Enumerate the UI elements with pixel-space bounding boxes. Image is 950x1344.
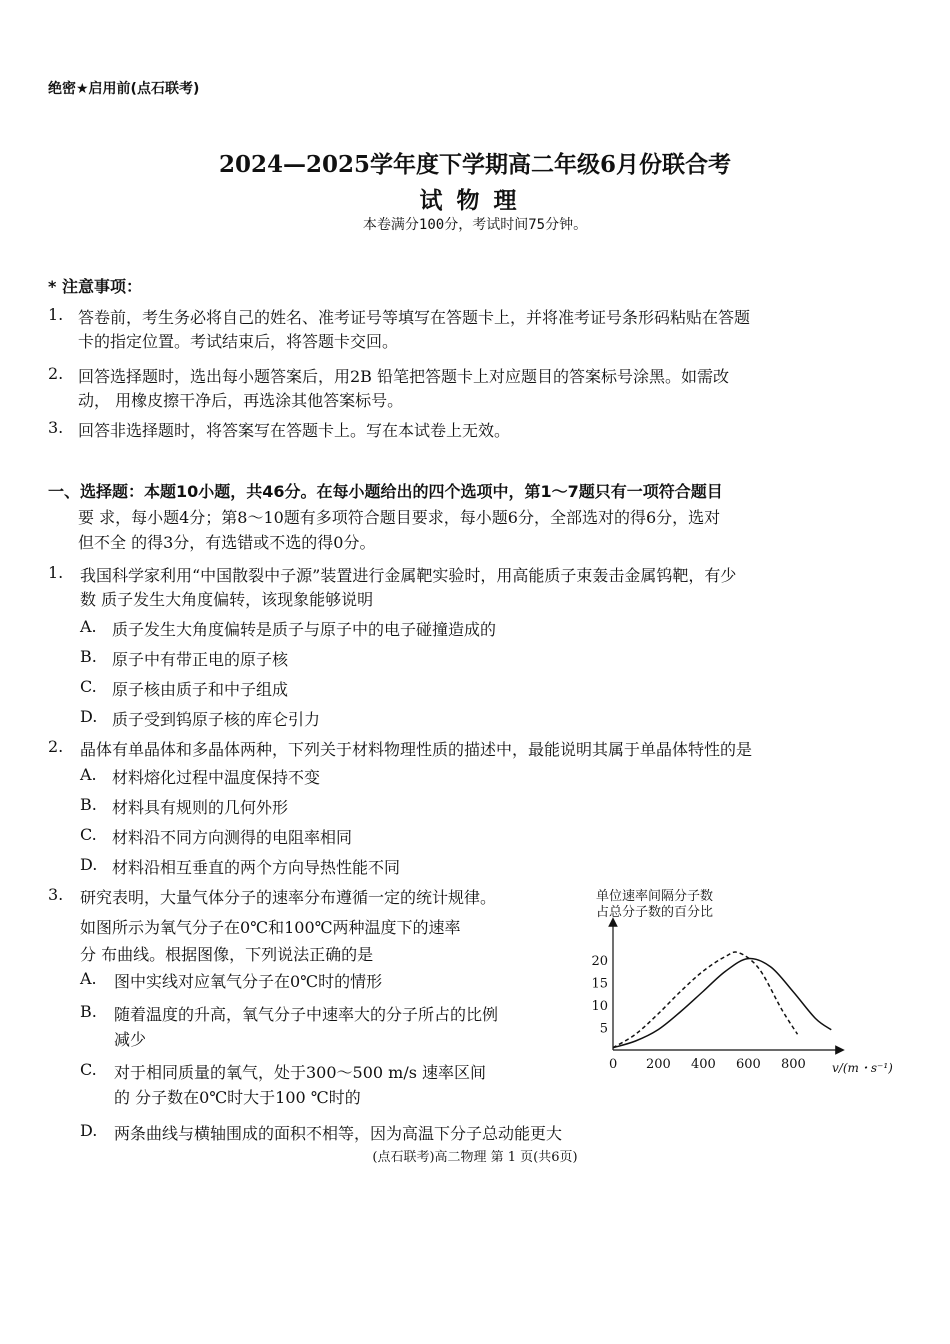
- question-stem: 我国科学家利用“中国散裂中子源”装置进行金属靶实验时，用高能质子束轰击金属钨靶，有少: [80, 566, 737, 585]
- option-label: B.: [80, 647, 97, 666]
- score-time-note: 本卷满分100分，考试时间75分钟。: [362, 217, 588, 233]
- option-label: C.: [80, 677, 97, 696]
- notice-line: 答卷前，考生务必将自己的姓名、准考证号等填写在答题卡上，并将准考证号条形码粘贴在答题: [78, 308, 751, 327]
- notice-num: 2.: [48, 364, 64, 383]
- y-axis-label: 占总分子数的百分比: [596, 905, 714, 920]
- option-text: 材料沿相互垂直的两个方向导热性能不同: [112, 858, 401, 877]
- y-axis-label: 单位速率间隔分子数: [596, 889, 714, 904]
- subject-title: 试物理: [419, 187, 531, 214]
- option-label: A.: [80, 617, 97, 636]
- exam-title: 2024—2025学年度下学期高二年级6月份联合考: [218, 151, 732, 178]
- option-text: 质子发生大角度偏转是质子与原子中的电子碰撞造成的: [112, 620, 497, 639]
- option-text: 原子核由质子和中子组成: [112, 680, 289, 699]
- x-tick-label: 0: [609, 1057, 618, 1072]
- y-tick-label: 15: [591, 976, 608, 992]
- x-tick-label: 800: [781, 1057, 806, 1072]
- question-stem: 分 布曲线。根据图像，下列说法正确的是: [80, 945, 374, 964]
- solid-curve: [613, 959, 831, 1048]
- option-text: 对于相同质量的氧气，处于300～500 m/s 速率区间: [114, 1063, 487, 1082]
- confidential-label: 绝密★启用前(点石联考): [48, 81, 200, 97]
- option-label: C.: [80, 825, 97, 844]
- option-text: 的 分子数在0℃时大于100 ℃时的: [114, 1088, 361, 1107]
- option-label: B.: [80, 795, 97, 814]
- option-text: 减少: [114, 1030, 147, 1049]
- question-stem: 晶体有单晶体和多晶体两种，下列关于材料物理性质的描述中，最能说明其属于单晶体特性的是: [80, 740, 753, 759]
- option-label: D.: [80, 1121, 98, 1140]
- section-instruction: 要 求，每小题4分；第8～10题有多项符合题目要求，每小题6分，全部选对的得6分，选对: [78, 508, 721, 527]
- speed-distribution-chart: [588, 882, 910, 1082]
- option-text: 图中实线对应氧气分子在0℃时的情形: [114, 972, 383, 991]
- option-text: 材料具有规则的几何外形: [112, 798, 289, 817]
- notice-line: 卡的指定位置。考试结束后，将答题卡交回。: [78, 332, 399, 351]
- option-text: 随着温度的升高，氧气分子中速率大的分子所占的比例: [114, 1005, 499, 1024]
- option-text: 质子受到钨原子核的库仑引力: [112, 710, 321, 729]
- option-text: 原子中有带正电的原子核: [112, 650, 289, 669]
- question-number: 2.: [48, 737, 64, 756]
- option-label: A.: [80, 765, 97, 784]
- option-label: C.: [80, 1060, 97, 1079]
- section-instruction: 但不全 的得3分，有选错或不选的得0分。: [78, 533, 376, 552]
- y-tick-label: 10: [591, 999, 608, 1014]
- page-footer: (点石联考)高二物理 第 1 页(共6页): [372, 1150, 578, 1165]
- section-heading: 一、选择题：本题10小题，共46分。在每小题给出的四个选项中，第1～7题只有一项符合题目: [48, 482, 723, 501]
- question-stem: 如图所示为氧气分子在0℃和100℃两种温度下的速率: [80, 918, 461, 937]
- question-number: 1.: [48, 563, 64, 582]
- notice-num: 3.: [48, 418, 64, 437]
- question-stem: 数 质子发生大角度偏转，该现象能够说明: [80, 590, 374, 609]
- x-axis-label: v/(m・s⁻¹): [832, 1061, 893, 1075]
- y-tick-label: 5: [599, 1021, 608, 1037]
- question-number: 3.: [48, 885, 64, 904]
- x-tick-label: 600: [736, 1057, 761, 1072]
- option-label: D.: [80, 707, 98, 726]
- question-stem: 研究表明，大量气体分子的速率分布遵循一定的统计规律。: [80, 888, 497, 907]
- option-text: 两条曲线与横轴围成的面积不相等，因为高温下分子总动能更大: [114, 1124, 563, 1143]
- option-label: B.: [80, 1002, 97, 1021]
- notice-heading: * 注意事项：: [48, 277, 142, 296]
- x-tick-label: 200: [646, 1057, 671, 1072]
- y-tick-label: 20: [591, 954, 608, 969]
- notice-line: 动， 用橡皮擦干净后，再选涂其他答案标号。: [78, 391, 404, 410]
- notice-line: 回答非选择题时，将答案写在答题卡上。写在本试卷上无效。: [78, 421, 511, 440]
- notice-line: 回答选择题时，选出每小题答案后，用2B 铅笔把答题卡上对应题目的答案标号涂黑。如需改: [78, 367, 730, 386]
- option-label: A.: [80, 969, 97, 988]
- option-label: D.: [80, 855, 98, 874]
- option-text: 材料熔化过程中温度保持不变: [112, 768, 321, 787]
- x-tick-label: 400: [691, 1057, 716, 1072]
- option-text: 材料沿不同方向测得的电阻率相同: [112, 828, 353, 847]
- notice-num: 1.: [48, 305, 64, 324]
